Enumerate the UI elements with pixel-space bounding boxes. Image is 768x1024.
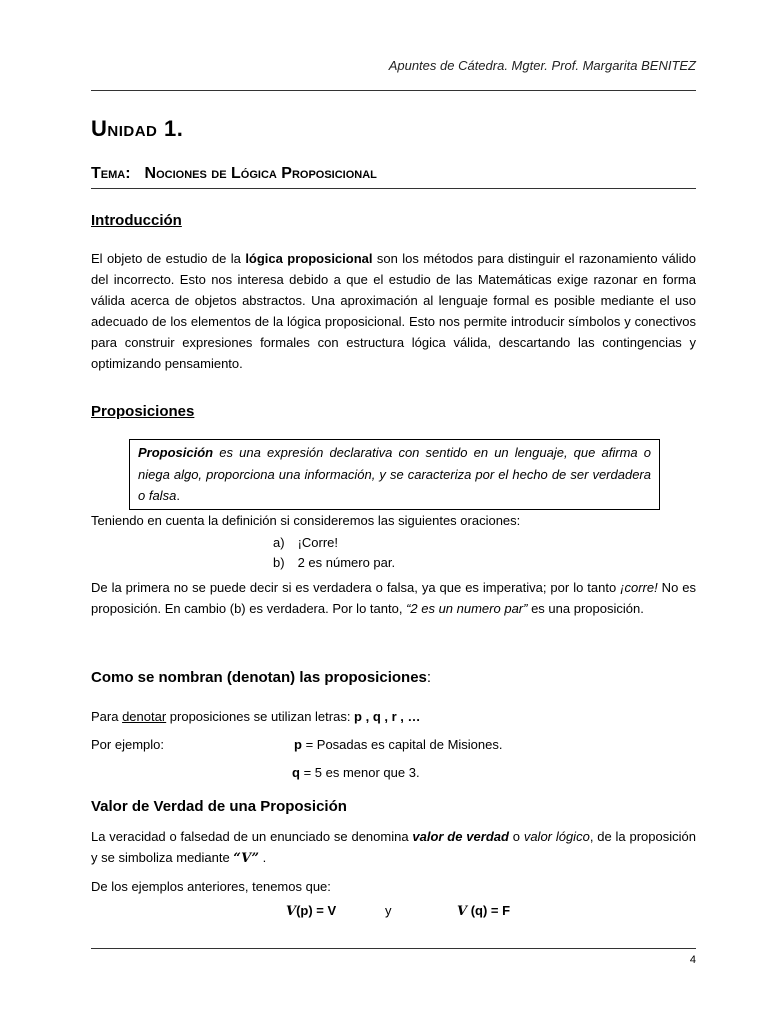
truth-text-4: . xyxy=(259,850,267,865)
footer-rule xyxy=(91,948,696,949)
list-marker: a) xyxy=(273,535,285,550)
list-text: 2 es número par. xyxy=(297,555,396,570)
truth-value-heading: Valor de Verdad de una Proposición xyxy=(91,798,347,815)
formula-p-text: (p) = V xyxy=(296,903,337,918)
denote-line xyxy=(91,709,421,724)
truth-value-paragraph xyxy=(91,826,696,869)
truth-examples-intro: De los ejemplos anteriores, tenemos que: xyxy=(91,879,331,894)
unit-word: Unidad xyxy=(91,116,158,141)
denote-pre: Para xyxy=(91,709,123,724)
truth-text-3: , de la proposición y se simboliza mediante xyxy=(91,829,696,865)
truth-function-symbol: V xyxy=(286,904,297,919)
explanation-text-1: De la primera no se puede decir si es verdadera o falsa, ya que es imperativa; por lo tanto xyxy=(91,580,621,595)
example-q-text: = 5 es menor que 3. xyxy=(299,765,420,780)
intro-text-rest: son los métodos para distinguir el razonamiento válido del incorrecto. Esto nos interesa debido a que el estudio de las Matemáticas exige razonar en forma válida acerca de objetos abstractos. Una aproximación al lenguaje formal es posible mediante el uso adecuado de los elementos de la lógica proposicional. Esto nos permite introducir símbolos y conectivos para construir expresiones formales con estructura lógica válida, descartando las contingencias y optimizando pensamiento. xyxy=(91,251,697,371)
explanation-paragraph xyxy=(91,577,696,619)
list-item xyxy=(273,535,338,550)
unit-number: 1. xyxy=(164,116,184,141)
propositions-heading: Proposiciones xyxy=(91,403,195,420)
unit-title xyxy=(91,116,183,142)
list-marker: b) xyxy=(273,555,285,570)
header-rule xyxy=(91,90,696,91)
intro-text-start: El objeto de estudio de la xyxy=(91,251,246,266)
explanation-italic-1: ¡corre! xyxy=(620,580,658,595)
definition-term: Proposición xyxy=(138,445,214,460)
truth-symbol-quoted: “V” xyxy=(233,851,259,866)
denote-heading-text: Como se nombran (denotan) las proposiciones xyxy=(91,669,427,686)
example-label: Por ejemplo: xyxy=(91,737,164,752)
topic-rule xyxy=(91,188,696,189)
formula-conjunction: y xyxy=(385,903,392,918)
denote-heading-colon: : xyxy=(426,669,432,686)
truth-italic: valor lógico xyxy=(523,829,590,844)
example-q-var: q xyxy=(292,765,300,780)
example-q xyxy=(292,765,420,780)
page-number: 4 xyxy=(689,954,696,966)
truth-function-symbol: V xyxy=(457,904,468,919)
definition-end: . xyxy=(176,488,180,503)
example-p-var: p xyxy=(294,737,302,752)
truth-text-2: o xyxy=(508,829,524,844)
topic-title xyxy=(91,165,377,183)
truth-text-1: La veracidad o falsedad de un enunciado se denomina xyxy=(91,829,413,844)
examples-intro: Teniendo en cuenta la definición si consideremos las siguientes oraciones: xyxy=(91,513,521,528)
denote-underlined: denotar xyxy=(122,709,167,724)
truth-bold-italic: valor de verdad xyxy=(412,829,509,844)
formula-p xyxy=(286,903,336,919)
topic-name: Nociones de Lógica Proposicional xyxy=(144,165,377,182)
example-p-text: = Posadas es capital de Misiones. xyxy=(301,737,503,752)
formula-q xyxy=(457,903,510,919)
list-text: ¡Corre! xyxy=(297,535,339,550)
topic-label: Tema: xyxy=(91,165,131,182)
explanation-text-2: No es proposición. En cambio (b) es verdadera. Por lo tanto, xyxy=(91,580,696,616)
running-header: Apuntes de Cátedra. Mgter. Prof. Margarita BENITEZ xyxy=(388,58,696,73)
definition-box xyxy=(129,439,660,510)
denote-letters: p , q , r , … xyxy=(354,709,421,724)
formula-q-text: (q) = F xyxy=(467,903,511,918)
list-item xyxy=(273,555,395,570)
definition-text: es una expresión declarativa con sentido en un lenguaje, que afirma o niega algo, proporciona una información, y se caracteriza por el hecho de ser verdadera o falsa xyxy=(138,445,651,503)
example-p xyxy=(294,737,502,752)
intro-bold-term: lógica proposicional xyxy=(245,251,373,266)
denote-post: proposiciones se utilizan letras: xyxy=(166,709,355,724)
intro-heading: Introducción xyxy=(91,212,182,229)
explanation-italic-2: “2 es un numero par” xyxy=(406,601,528,616)
explanation-text-3: es una proposición. xyxy=(527,601,644,616)
denote-heading xyxy=(91,669,431,686)
intro-paragraph xyxy=(91,248,696,374)
